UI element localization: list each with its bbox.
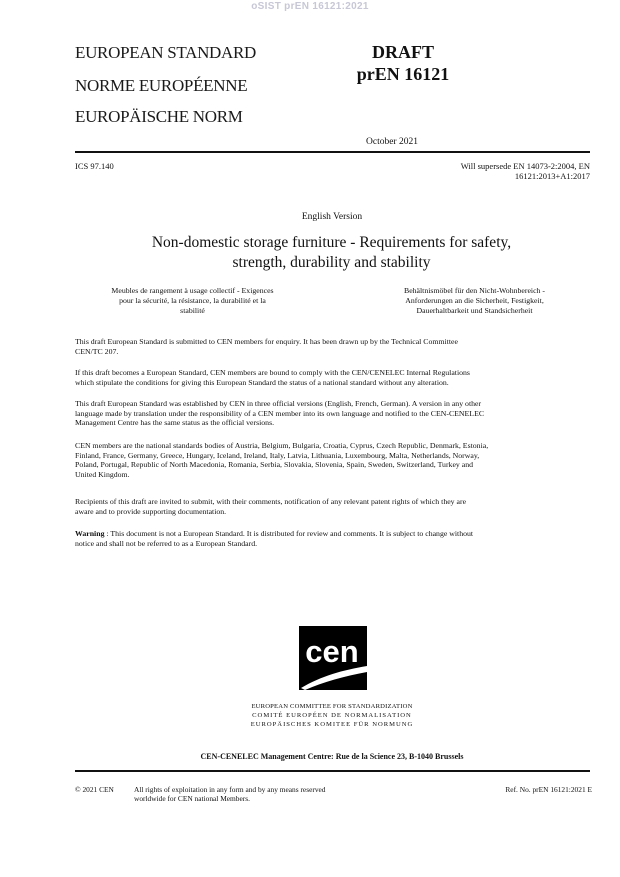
paragraph-warning	[75, 529, 591, 548]
paragraph-patents	[75, 497, 591, 516]
rights-line-1: All rights of exploitation in any form and by any means reserved	[134, 785, 326, 794]
paragraph-line: language made by translation under the responsibility of a CEN member into its own language and notified to the CEN-CENELEC	[75, 408, 485, 418]
standard-name-en: EUROPEAN STANDARD	[75, 43, 257, 62]
committee-name-de: EUROPÄISCHES KOMITEE FÜR NORMUNG	[250, 721, 414, 728]
document-title	[110, 233, 553, 273]
paragraph-line: If this draft becomes a European Standard, CEN members are bound to comply with the CEN/CENELEC Internal Regulations	[75, 368, 470, 377]
title-line-1: Non-domestic storage furniture - Requirements for safety,	[151, 234, 512, 251]
header-divider	[75, 151, 590, 153]
paragraph-line: Recipients of this draft are invited to submit, with their comments, notification of any relevant patent rights of which they are	[75, 497, 467, 506]
warning-text: : This document is not a European Standard. It is distributed for review and comments. It is subject to change without	[104, 529, 474, 538]
paragraph-enquiry	[75, 337, 591, 356]
cen-logo-graphic	[299, 626, 367, 690]
subtitle-fr-line-1: Meubles de rangement à usage collectif - Exigences	[111, 286, 274, 295]
cen-logo-icon	[299, 626, 367, 690]
management-centre: CEN-CENELEC Management Centre: Rue de la Science 23, B-1040 Brussels	[200, 752, 464, 761]
ics-code: ICS 97.140	[75, 161, 114, 171]
paragraph-line: Management Centre has the same status as the official versions.	[75, 418, 275, 428]
paragraph-line: aware and to provide supporting documentation.	[75, 506, 227, 516]
subtitle-german	[362, 286, 587, 316]
committee-name-en: EUROPEAN COMMITTEE FOR STANDARDIZATION	[251, 703, 413, 710]
paragraph-line	[75, 529, 591, 539]
paragraph-members	[75, 441, 591, 479]
supersede-line-1: Will supersede EN 14073-2:2004, EN	[460, 161, 590, 171]
subtitle-french	[80, 286, 305, 316]
copyright: © 2021 CEN	[75, 785, 114, 794]
paragraph-compliance	[75, 368, 591, 387]
title-line-2: strength, durability and stability	[232, 254, 431, 271]
publication-date: October 2021	[366, 137, 418, 147]
footer-divider	[75, 770, 590, 772]
paragraph-line: This draft European Standard was established by CEN in three official versions (English, French, German). A version in any other	[75, 399, 482, 408]
supersede-note	[370, 161, 590, 181]
paragraph-line: United Kingdom.	[75, 469, 130, 479]
paragraph-versions	[75, 399, 591, 428]
subtitle-de-line-3: Dauerhaltbarkeit und Standsicherheit	[416, 306, 533, 315]
paragraph-line: Poland, Portugal, Republic of North Macedonia, Romania, Serbia, Slovakia, Slovenia, Spain, Sweden, Switzerland, Turkey and	[75, 460, 474, 470]
cen-logo-text: cen	[305, 634, 359, 669]
subtitle-de-line-1: Behältnismöbel für den Nicht-Wohnbereich -	[404, 286, 545, 295]
subtitle-fr-line-2: pour la sécurité, la résistance, la durabilité et la	[119, 296, 266, 305]
draft-number: prEN 16121	[356, 64, 450, 84]
rights-line-2: worldwide for CEN national Members.	[134, 794, 250, 803]
standard-name-fr: NORME EUROPÉENNE	[75, 76, 248, 95]
paragraph-line: Finland, France, Germany, Greece, Hungary, Iceland, Ireland, Italy, Latvia, Lithuania, Luxembourg, Malta, Netherlands, Norway,	[75, 450, 480, 460]
paragraph-line: CEN/TC 207.	[75, 346, 119, 356]
paragraph-line: This draft European Standard is submitted to CEN members for enquiry. It has been drawn up by the Technical Committee	[75, 337, 458, 346]
paragraph-line: which stipulate the conditions for giving this European Standard the status of a national standard without any alteration.	[75, 377, 449, 387]
version-label: English Version	[301, 212, 363, 222]
committee-name-fr: COMITÉ EUROPÉEN DE NORMALISATION	[252, 712, 412, 719]
paragraph-line: CEN members are the national standards bodies of Austria, Belgium, Bulgaria, Croatia, Cyprus, Czech Republic, Denmark, Estonia,	[75, 441, 489, 450]
subtitle-de-line-2: Anforderungen an die Sicherheit, Festigkeit,	[405, 296, 544, 305]
draft-label: DRAFT	[372, 42, 434, 62]
paragraph-line: notice and shall not be referred to as a European Standard.	[75, 538, 258, 548]
rights-statement	[134, 785, 394, 803]
watermark: oSIST prEN 16121:2021	[251, 1, 369, 12]
warning-label: Warning	[75, 529, 105, 538]
reference-number: Ref. No. prEN 16121:2021 E	[505, 785, 592, 794]
subtitle-fr-line-3: stabilité	[180, 306, 205, 315]
supersede-line-2: 16121:2013+A1:2017	[514, 171, 590, 181]
standard-name-de: EUROPÄISCHE NORM	[75, 107, 243, 126]
